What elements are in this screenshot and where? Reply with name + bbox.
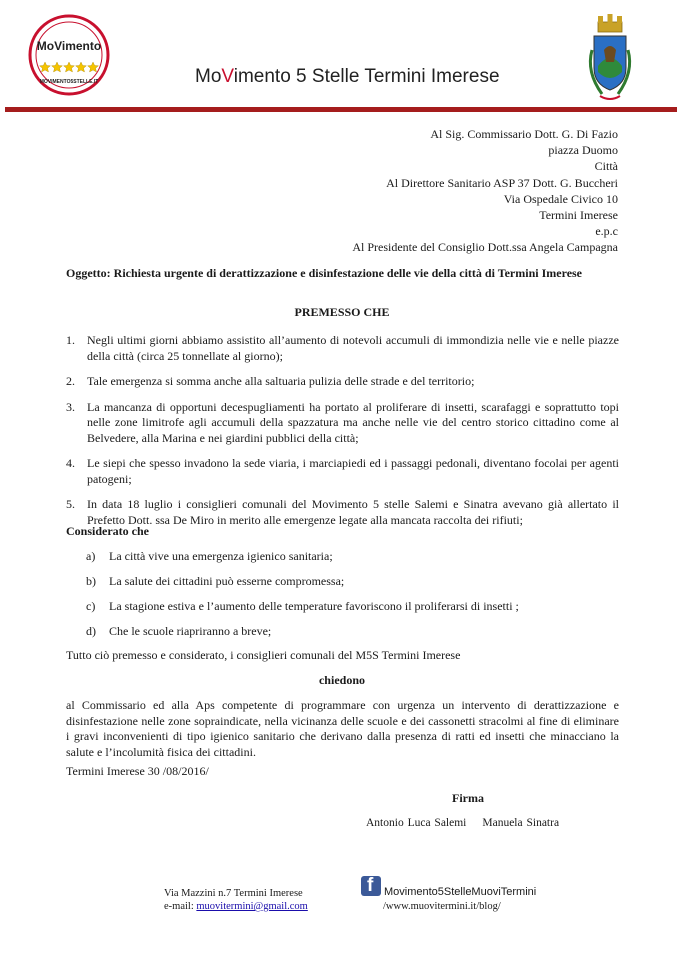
premesso-list (66, 333, 619, 538)
list-item: d) Che le scuole riapriranno a breve; (86, 624, 272, 638)
firma-label: Firma (452, 791, 484, 805)
footer-address: Via Mazzini n.7 Termini Imerese (164, 888, 303, 899)
city-crest-icon (584, 10, 636, 106)
date-line: Termini Imerese 30 /08/2016/ (66, 764, 209, 778)
facebook-page-link[interactable]: Movimento5StelleMuoviTermini (384, 886, 537, 898)
tutto-premesso-line: Tutto ciò premesso e considerato, i consiglieri comunali del M5S Termini Imerese (66, 648, 461, 662)
header-divider (5, 107, 677, 112)
signer-name: Manuela Sinatra (482, 817, 560, 829)
signers-line (366, 817, 559, 829)
recipient-line: Al Direttore Sanitario ASP 37 Dott. G. Buccheri (386, 175, 618, 190)
m5s-logo (28, 14, 110, 96)
list-item: 2. Tale emergenza si somma anche alla saltuaria pulizia delle strade e del territorio; (66, 374, 475, 388)
subject-line: Oggetto: Richiesta urgente di derattizzazione e disinfestazione delle vie della città di Termini Imerese (66, 266, 583, 280)
header-title: MoVimento 5 Stelle Termini Imerese (195, 66, 500, 87)
svg-text:MOVIMENTO5STELLE.IT: MOVIMENTO5STELLE.IT (39, 79, 99, 85)
list-item: 3. La mancanza di opportuni decespugliamenti ha portato al proliferare di insetti, scarafaggi e soprattutto topi nelle zone limitrofe agli accumuli della spazzatura ma anche nelle vie del centro storico cittadino come al Belvedere, alla Marina e nei giardini pubblici della città; (66, 399, 619, 445)
list-item: c) La stagione estiva e l’aumento delle temperature favoriscono il proliferarsi di insetti ; (86, 599, 519, 613)
recipient-line: e.p.c (595, 224, 618, 239)
list-item: b) La salute dei cittadini può esserne compromessa; (86, 574, 345, 588)
considerato-list (86, 549, 606, 649)
email-label: e-mail: (164, 901, 197, 912)
signer-name: Antonio Luca Salemi (366, 817, 467, 829)
recipient-line: piazza Duomo (548, 143, 618, 158)
recipient-line: Termini Imerese (539, 208, 618, 223)
svg-text:MoVimento: MoVimento (36, 39, 102, 53)
recipient-line: Al Presidente del Consiglio Dott.ssa Angela Campagna (352, 240, 618, 255)
premesso-heading: PREMESSO CHE (294, 305, 390, 319)
recipient-line: Via Ospedale Civico 10 (503, 191, 618, 206)
website-link[interactable]: /www.muovitermini.it/blog/ (383, 901, 501, 912)
list-item: a) La città vive una emergenza igienico sanitaria; (86, 549, 333, 563)
recipients-block (352, 126, 618, 256)
recipient-line: Al Sig. Commissario Dott. G. Di Fazio (430, 127, 618, 141)
list-item: 4. Le siepi che spesso invadono la sede viaria, i marciapiedi ed i passaggi pedonali, diventano focolai per agenti patogeni; (66, 456, 619, 486)
recipient-line: Città (594, 159, 618, 174)
list-item: 5. In data 18 luglio i consiglieri comunali del Movimento 5 stelle Salemi e Sinatra avevano già allertato il Prefetto Dott. ssa De Miro in merito alle emergenze legate alla mancata raccolta dei rifiuti; (66, 497, 619, 527)
facebook-icon: f (361, 876, 381, 896)
footer-address-block (164, 887, 308, 913)
list-item: 1. Negli ultimi giorni abbiamo assistito all’aumento di notevoli accumuli di immondizia nelle vie e nelle piazze della città (circa 25 tonnellate al giorno); (66, 333, 619, 363)
email-link[interactable]: muovitermini@gmail.com (196, 901, 308, 912)
considerato-heading: Considerato che (66, 524, 149, 538)
request-paragraph: al Commissario ed alla Aps competente di programmare con urgenza un intervento di derattizzazione e disinfestazione nelle zone sopraindicate, nella vicinanza delle scuole e dei cassonetti stracolmi al fine di eliminare i gravi inconvenienti di tipo igienico sanitario che derivano dalla presenza di ratti ed insetti che minacciano la salute e l’incolumità fisica dei cittadini. (66, 698, 619, 759)
chiedono-heading: chiedono (318, 673, 365, 687)
